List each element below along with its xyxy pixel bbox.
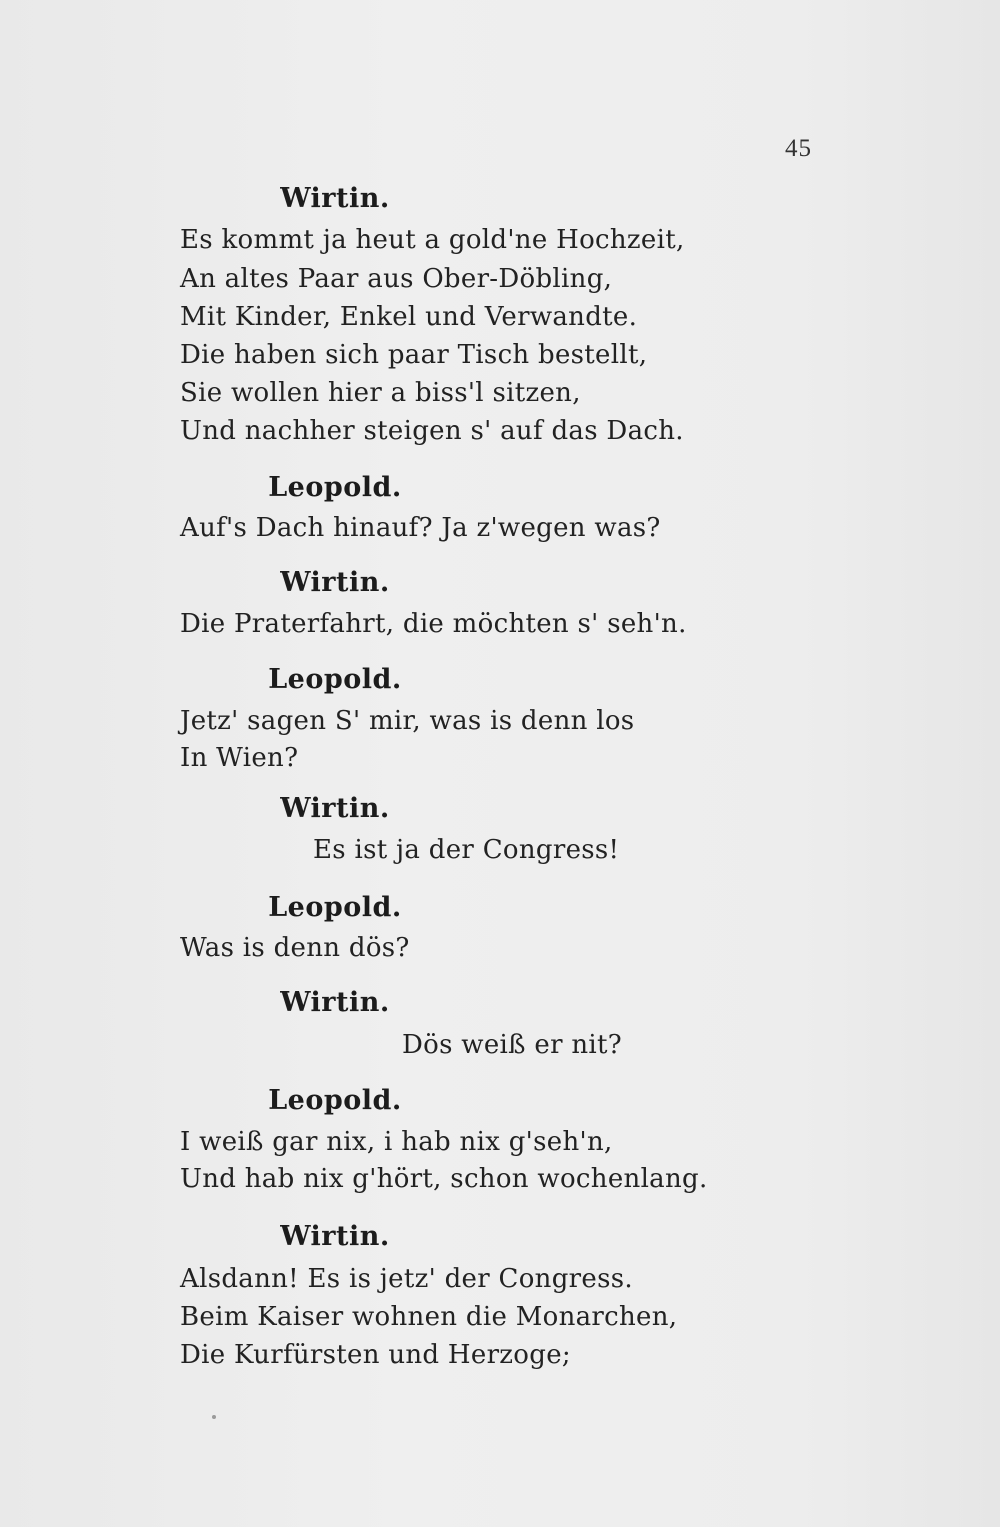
verse-line: Jetz' sagen S' mir, was is denn los xyxy=(180,706,635,736)
speaker-name: Leopold. xyxy=(268,664,402,695)
speaker-name: Wirtin. xyxy=(280,183,390,214)
verse-line: Die Praterfahrt, die möchten s' seh'n. xyxy=(180,609,687,639)
verse-line: Mit Kinder, Enkel und Verwandte. xyxy=(180,302,638,332)
page-number: 45 xyxy=(785,135,812,162)
verse-line: Dös weiß er nit? xyxy=(402,1030,623,1060)
verse-line: Und hab nix g'hört, schon wochenlang. xyxy=(180,1164,708,1194)
verse-line: I weiß gar nix, i hab nix g'seh'n, xyxy=(180,1127,613,1157)
speaker-name: Leopold. xyxy=(268,892,402,923)
verse-line: Und nachher steigen s' auf das Dach. xyxy=(180,416,684,446)
verse-line: Alsdann! Es is jetz' der Congress. xyxy=(180,1264,633,1294)
verse-line: Es kommt ja heut a gold'ne Hochzeit, xyxy=(180,225,685,255)
verse-line: Auf's Dach hinauf? Ja z'wegen was? xyxy=(180,513,661,543)
speaker-name: Wirtin. xyxy=(280,567,390,598)
verse-line: Beim Kaiser wohnen die Monarchen, xyxy=(180,1302,678,1332)
verse-line: Sie wollen hier a biss'l sitzen, xyxy=(180,378,581,408)
speaker-name: Leopold. xyxy=(268,1085,402,1116)
verse-line: In Wien? xyxy=(180,743,299,773)
verse-line: Es ist ja der Congress! xyxy=(313,835,620,865)
verse-line: Die Kurfürsten und Herzoge; xyxy=(180,1340,571,1370)
speaker-name: Wirtin. xyxy=(280,1221,390,1252)
verse-line: An altes Paar aus Ober-Döbling, xyxy=(180,264,613,294)
ink-speck xyxy=(212,1415,216,1419)
verse-line: Was is denn dös? xyxy=(180,933,410,963)
speaker-name: Wirtin. xyxy=(280,987,390,1018)
verse-line: Die haben sich paar Tisch bestellt, xyxy=(180,340,648,370)
speaker-name: Wirtin. xyxy=(280,793,390,824)
speaker-name: Leopold. xyxy=(268,472,402,503)
